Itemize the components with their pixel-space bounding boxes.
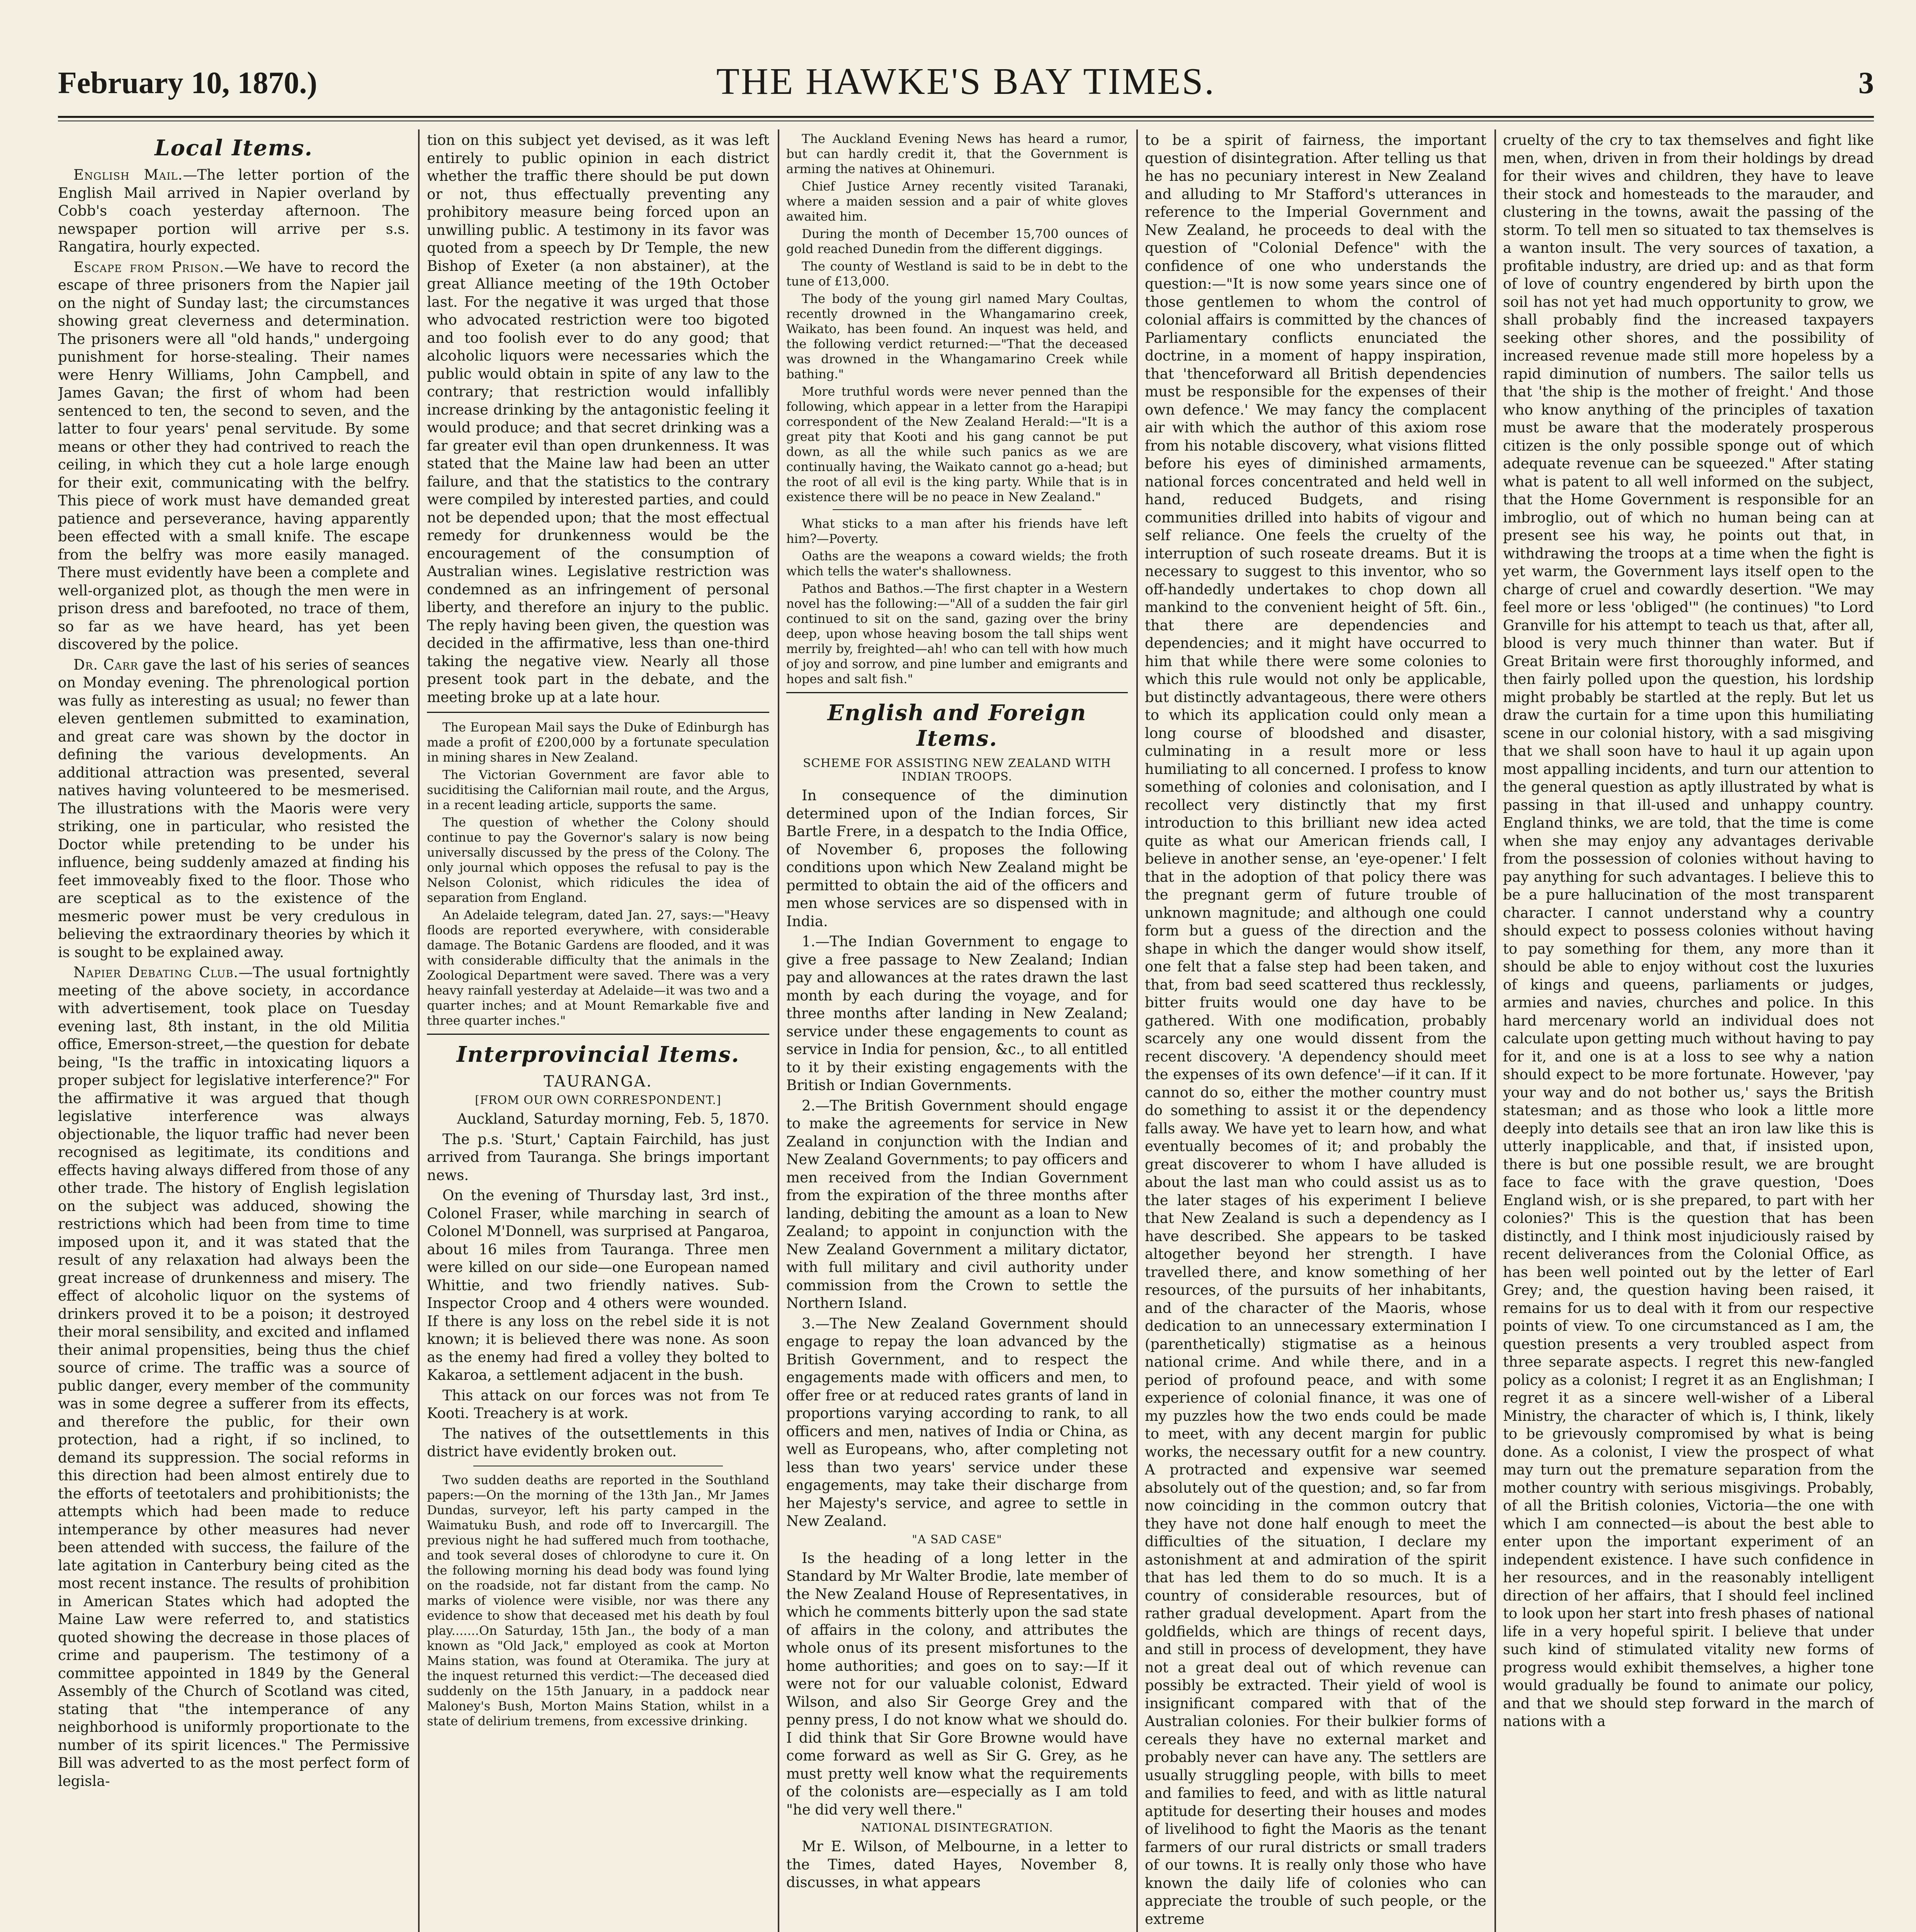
article-lead: Dr. Carr: [73, 656, 138, 673]
article-english-mail: [58, 166, 410, 256]
masthead: [58, 58, 1874, 116]
article-national-disintegration-continued: cruelty of the cry to tax themselves and fight like men, when, driven in from their holdings by dread for their wives and children, they have to leave their stock and homesteads to the marauder, and clustering in the towns, await the passing of the storm. To tell men so situated to tax themselves is a wanton insult. The very sources of taxation, a profitable industry, are dried up: and as that form of love of country engendered by birth upon the soil has not yet had much opportunity to grow, we shall probably find the increased taxpayers seeking other shores, and the possibility of increased revenue made still more hopeless by a rapid diminution of numbers. The sailor tells us that 'the ship is the mother of freight.' And those who know anything of the principles of taxation must be aware that the moderately prosperous citizen is the only possible sponge out of which adequate revenue can be squeezed." After stating what is patent to all well informed on the subject, that the Home Government is responsible for an imbroglio, out of which no human being can at present see his way, he points out that, in withdrawing the troops at a time when the fight is yet warm, the Government lays itself open to the charge of cruel and cowardly desertion. "We may feel more or less 'obliged'" (he continues) "to Lord Granville for his attempt to teach us that, after all, blood is very much thinner than water. But if Great Britain were first thoroughly informed, and then fairly polled upon the question, his lordship might probably be startled at the reply. But let us draw the curtain for a time upon this humiliating scene in our colonial history, with a sad misgiving that we shall soon have to haul it up again upon most appalling incidents, and turn our attention to the general question as aptly illustrated by what is passing in that ill-used and unhappy country. England thinks, we are told, that the time is come when she may enjoy any advantages derivable from the possession of colonies without having to pay anything for such advantages. I believe this to be a pure hallucination of the most transparent character. I cannot understand why a country should expect to possess colonies without having to pay something for them, any more than it should be able to enjoy without cost the luxuries of kings and queens, parliaments or judges, armies and navies, churches and police. In this hard mercenary world an individual does not calculate upon getting much without having to pay for it, and one is at a loss to see why a nation should expect to be more fortunate. However, 'pay your way and do not bother us,' says the British statesman; and as those who look a little more deeply into details see that an iron law like this is utterly inapplicable, and that, if insisted upon, there is but one possible result, we are brought face to face with the grave question, 'Does England wish, or is she prepared, to part with her colonies?' This is the question that has been distinctly, and I think most injudiciously raised by recent deliverances from the Colonial Office, as has been well pointed out by the letter of Earl Grey; and, the question having been raised, it remains for us to deal with it from our respective points of view. To one circumstanced as I am, the question presents a very troubled aspect from three separate aspects. I regret this new-fangled policy as a colonist; I regret it as an Englishman; I regret it as a sincere well-wisher of a Liberal Ministry, the character of which is, I think, likely to be grievously compromised by what is being done. As a colonist, I view the prospect of what may turn out the premature separation from the mother country with serious misgivings. Probably, of all the British colonies, Victoria—the one with which I am connected—is about the best able to enter upon the important experiment of an independent existence. I have such confidence in her resources, and in the reasonably intelligent direction of her affairs, that I should feel inclined to look upon her start into fresh phases of national life in a very hopeful spirit. I believe that under such kind of stimulated vitality new forms of progress would exhibit themselves, a higher tone would gradually be found to animate our policy, and that we should step forward in the march of nations with a: [1503, 132, 1874, 1730]
news-item: Two sudden deaths are reported in the Southland papers:—On the morning of the 13th Jan., Mr James Dundas, surveyor, left his party camped in the Waimatuku Bush, and rode off to Invercargill. The previous night he had suffered much from toothache, and took several doses of chlorodyne to cure it. On the following morning his dead body was found lying on the roadside, not far distant from the camp. No marks of violence were visible, nor was there any evidence to show that deceased met his death by foul play.......On Saturday, 15th Jan., the body of a man known as "Old Jack," employed as cook at Morton Mains station, was found at Oteramika. The jury at the inquest returned this verdict:—The deceased died suddenly on the 15th January, in a paddock near Maloney's Bush, Morton Mains Station, whilst in a state of delirium tremens, from excessive drinking.: [427, 1472, 769, 1728]
column-4: [1145, 131, 1486, 1932]
section-heading-interprovincial: Interprovincial Items.: [456, 1042, 740, 1067]
news-item: Oaths are the weapons a coward wields; the froth which tells the water's shallowness.: [786, 549, 1128, 578]
divider: [833, 509, 1081, 510]
column-rule: [1494, 129, 1496, 1932]
subheading-tauranga: TAURANGA.: [544, 1073, 653, 1090]
section-heading-english-foreign: English and Foreign Items.: [827, 700, 1087, 751]
news-item: During the month of December 15,700 ounces of gold reached Dunedin from the different diggings.: [786, 226, 1128, 256]
article-paragraph: The p.s. 'Sturt,' Captain Fairchild, has just arrived from Tauranga. She brings important news.: [427, 1131, 769, 1184]
article-paragraph: On the evening of Thursday last, 3rd inst., Colonel Fraser, while marching in search of Colonel M'Donnell, was surprised at Pangaroa, about 16 miles from Tauranga. Three men were killed on our side—one European named Whittie, and two friendly natives. Sub-Inspector Croop and 4 others were wounded. If there is any loss on the rebel side it is not known; it is believed there was none. As soon as the enemy had fired a volley they bolted to Kakaroa, a settlement adjacent in the bush.: [427, 1187, 769, 1383]
page-number: 3: [1858, 66, 1874, 100]
divider: [427, 1034, 769, 1035]
article-body: —We have to record the escape of three prisoners from the Napier jail on the night of Sunday last; the circumstances showing great cleverness and determination. The prisoners were all "old hands," undergoing punishment for horse-stealing. Their names were Henry Williams, John Campbell, and James Gavan; the first of whom had been sentenced to ten, the second to seven, and the latter to four years' penal servitude. By some means or other they had contrived to reach the ceiling, in which they cut a hole large enough for their exit, communicating with the belfry. This piece of work must have demanded great patience and perseverance, having apparently been effected with a small knife. The escape from the belfry was more easily managed. There must evidently have been a complete and well-organized plot, as though the men were in prison dress and barefooted, no trace of them, so far as we have heard, has yet been discovered by the police.: [58, 259, 410, 653]
news-item: The Victorian Government are favor able to suciditising the Californian mail route, and the Argus, in a recent leading article, supports the same.: [427, 767, 769, 812]
article-paragraph: In consequence of the diminution determined upon of the Indian forces, Sir Bartle Frere, in a despatch to the India Office, of November 6, proposes the following conditions upon which New Zealand might be permitted to obtain the aid of the officers and men whose services are so dispensed with in India.: [786, 787, 1128, 930]
article-paragraph: 2.—The British Government should engage to make the agreements for service in New Zealand in conjunction with the Indian and New Zealand Governments; to pay officers and men received from the Indian Government from the expiration of the three months after landing, debiting the amount as a loan to New Zealand; to appoint in conjunction with the New Zealand Government a military dictator, with full military and civil authority under commission from the Crown to settle the Northern Island.: [786, 1097, 1128, 1311]
article-body: gave the last of his series of seances on Monday evening. The phrenological portion was fully as interesting as usual; no fewer than eleven gentlemen submitted to examination, and great care was shown by the doctor in defining the various developments. An additional attraction was presented, several natives having volunteered to be mesmerised. The illustrations with the Maoris were very striking, one in particular, who resisted the Doctor while pretending to be under his influence, being suddenly amazed at finding his feet immoveably fixed to the floor. Those who are sceptical as to the existence of the mesmeric power must be very credulous in believing the extraordinary theories by which it is sought to be explained away.: [58, 656, 410, 961]
newspaper-title: THE HAWKE'S BAY TIMES.: [716, 61, 1216, 102]
section-heading-local-items: Local Items.: [155, 135, 313, 161]
news-item: The Auckland Evening News has heard a rumor, but can hardly credit it, that the Government is arming the natives at Ohinemuri.: [786, 131, 1128, 176]
article-paragraph: Is the heading of a long letter in the Standard by Mr Walter Brodie, late member of the New Zealand House of Representatives, in which he comments bitterly upon the sad state of affairs in the colony, and attributes the whole onus of its present misfortunes to the home authorities; and goes on to say:—If it were not for our valuable colonist, Edward Wilson, and also Sir George Grey and the penny press, I do not know what we should do. I did think that Sir Gore Browne would have come forward as well as Sir G. Grey, as he must pretty well know what the requirements of the colonists are—especially as I am told "he did very well there.": [786, 1549, 1128, 1818]
article-paragraph: This attack on our forces was not from Te Kooti. Treachery is at work.: [427, 1387, 769, 1422]
article-national-disintegration-continued: to be a spirit of fairness, the important question of disintegration. After telling us that he has no pecuniary interest in New Zealand and alluding to Mr Stafford's utterances in reference to the Imperial Government and New Zealand, he proceeds to deal with the question of "Colonial Defence" with the confidence of one who understands the question:—"It is now some years since one of those gentlemen to whom the control of colonial affairs is committed by the chances of Parliamentary conflicts enunciated the doctrine, in a moment of happy inspiration, that 'thenceforward all British dependencies must be responsible for the expenses of their own defence.' We may fancy the complacent air with which the author of this axiom rose from his notable discovery, what visions flitted before his eyes of diminished armaments, national forces concentrated and held well in hand, reduced Budgets, and rising communities drilled into habits of vigour and self reliance. One feels the cruelty of the interruption of such roseate dreams. But it is necessary to suggest to this inventor, who so off-handedly undertakes to chop down all mankind to the convenient height of 5ft. 6in., that there are dependencies and dependencies; and it might have occurred to him that while there were some colonies to which this rule would not only be applicable, but distinctly advantageous, there were others to which its application could only mean a long course of bloodshed and disaster, culminating in a result more or less humiliating to all concerned. I profess to know something of colonies and colonisation, and I recollect very distinctly that my first introduction to this brilliant new idea acted quite as what our American friends call, I believe in another sense, an 'eye-opener.' I felt that in the adoption of that policy there was the pregnant germ of future trouble of unknown magnitude; and although one could form but a guess of the direction and the shape in which the danger would show itself, one felt that a false step had been taken, and that, from bad seed scattered thus recklessly, bitter fruits would one day have to be gathered. With one modification, probably scarcely any one would dissent from the recent discovery. 'A dependency should meet the expenses of its own defence'—if it can. If it cannot do so, either the mother country must do something to assist it or the dependency falls away. We have yet to learn how, and what eventually becomes of it; and probably the great discoverer to whom I have alluded is about the last man who could assist us as to the later stages of his experiment I believe that New Zealand is such a dependency as I have described. She appears to be tasked altogether beyond her strength. I have travelled there, and know something of her resources, of the pursuits of her inhabitants, and of the character of the Maoris, whose dedication to an unnecessary extermination I (parenthetically) stigmatise as a heinous national crime. And while there, and in a period of profound peace, and with some experience of colonial finance, it was one of my puzzles how the two ends could be made to meet, with any decent margin for public works, the necessary outfit for a new country. A protracted and expensive war seemed absolutely out of the question; and, so far from now coinciding in the common outcry that they have not done half enough to meet the difficulties of the situation, I declare my astonishment at and admiration of the spirit that has led them to do so much. It is a country of considerable resources, but of rather gradual development. Apart from the goldfields, which are things of recent days, and still in process of development, they have not a great deal out of which revenue can possibly be extracted. Their yield of wool is insignificant compared with that of the Australian colonies. For their bulkier forms of cereals they have no external market and probably never can have any. The settlers are usually struggling people, with bills to meet and families to feed, and with as little natural aptitude for deserting their houses and modes of livelihood to fight the Maoris as the tenant farmers of our rural districts or small traders of our towns. It is really only those who have known the daily life of colonies who can appreciate the trouble of such people, or the extreme: [1145, 132, 1486, 1927]
article-body: —The letter portion of the English Mail arrived in Napier overland by Cobb's coach yesterday afternoon. The newspaper portion will arrive per s.s. Rangatira, hourly expected.: [58, 167, 410, 255]
divider: [786, 692, 1128, 693]
news-item: The European Mail says the Duke of Edinburgh has made a profit of £200,000 by a fortunate speculation in mining shares in New Zealand.: [427, 720, 769, 765]
byline: [FROM OUR OWN CORRESPONDENT.]: [475, 1094, 721, 1107]
article-lead: Escape from Prison.: [73, 259, 224, 276]
news-item: The body of the young girl named Mary Coultas, recently drowned in the Whangamarino creek, Waikato, has been found. An inquest was held, and the following verdict returned:—"That the deceased was drowned in the Whangamarino Creek while bathing.": [786, 291, 1128, 381]
article-escape-from-prison: [58, 259, 410, 654]
article-paragraph: 3.—The New Zealand Government should engage to repay the loan advanced by the British Government, and to respect the engagements made with officers and men, to offer free or at reduced rates grants of land in proportions varying according to rank, to all officers and men, natives of India or China, as well as Europeans, who, after completing not less than two years' service under these engagements, may take their discharge from her Majesty's service, and agree to settle in New Zealand.: [786, 1315, 1128, 1529]
dateline: Auckland, Saturday morning, Feb. 5, 1870.: [457, 1111, 769, 1127]
news-item: An Adelaide telegram, dated Jan. 27, says:—"Heavy floods are reported everywhere, with considerable damage. The Botanic Gardens are flooded, and it was with considerable difficulty that the animals in the Zoological Department were saved. There was a very heavy rainfall yesterday at Adelaide—it was two and a quarter inches; and at Mount Remarkable five and three quarter inches.": [427, 908, 769, 1028]
column-rule: [778, 129, 779, 1932]
subheading-sad-case: "A SAD CASE": [912, 1532, 1002, 1546]
issue-date: February 10, 1870.): [58, 66, 318, 100]
column-rule: [418, 129, 420, 1932]
column-rule: [1136, 129, 1138, 1932]
column-3: [786, 131, 1128, 1932]
news-item: The question of whether the Colony should continue to pay the Governor's salary is now being universally discussed by the press of the Colony. The only journal which opposes the refusal to pay is the Nelson Colonist, which ridicules the idea of separation from England.: [427, 815, 769, 905]
article-lead: Napier Debating Club.: [73, 964, 239, 981]
article-dr-carr: [58, 656, 410, 962]
article-debating-club-continued: tion on this subject yet devised, as it was left entirely to public opinion in each district whether the traffic there should be put down or not, thus effectually preventing any prohibitory measure being forced upon an unwilling public. A testimony in its favor was quoted from a speech by Dr Temple, the new Bishop of Exeter (a non abstainer), at the great Alliance meeting of the 19th October last. For the negative it was urged that those who advocated restriction were too bigoted and too foolish ever to do any good; that alcoholic liquors were necessaries which the public would obtain in spite of any law to the contrary; that restriction would infallibly increase drinking by the antagonistic feeling it would produce; and that secret drinking was a far greater evil than open drunkenness. It was stated that the Maine law had been an utter failure, and that the statistics to the contrary were compiled by interested parties, and could not be depended upon; that the most effectual remedy for drunkenness would be the encouragement of the consumption of Australian wines. Legislative restriction was condemned as an infringement of personal liberty, and therefore an injury to the public. The reply having been given, the question was decided in the affirmative, less than one-third taking the negative view. Nearly all those present took part in the debate, and the meeting broke up at a late hour.: [427, 132, 769, 706]
divider: [427, 712, 769, 713]
article-paragraph: Mr E. Wilson, of Melbourne, in a letter to the Times, dated Hayes, November 8, discusses, in what appears: [786, 1838, 1128, 1891]
article-paragraph: 1.—The Indian Government to engage to give a free passage to New Zealand; Indian pay and allowances at the rates drawn the last month by each during the voyage, and for three months after landing in New Zealand; service under these engagements to count as service in India for pension, &c., to all entitled to it by their existing engagements with the British or Indian Governments.: [786, 933, 1128, 1094]
article-body: —The usual fortnightly meeting of the above society, in accordance with advertisement, took place on Tuesday evening last, 8th instant, in the old Militia office, Emerson-street,—the question for debate being, "Is the traffic in intoxicating liquors a proper subject for legislative interference?" For the affirmative it was argued that though legislative interference was always objectionable, the liquor traffic had never been recognised as legitimate, its conditions and effects having always differed from those of any other trade. The history of English legislation on the subject was adduced, showing the restrictions which had been from time to time imposed upon it, and it was stated that the result of any relaxation had always been the great increase of drunkenness and misery. The effect of alcoholic liquor on the systems of drinkers proved it to be a poison; it destroyed their moral sensibility, and excited and inflamed their animal propensities, being thus the chief source of crime. The traffic was a source of public danger, every member of the community was in some degree a sufferer from its effects, and therefore the public, for their own protection, had a right, if so inclined, to demand its suppression. The social reforms in this direction had been almost entirely due to the efforts of teetotalers and prohibitionists; the attempts which had been made to reduce intemperance by other measures had never been attended with success, the failure of the late agitation in Canterbury being cited as the most recent instance. The results of prohibition in American States which had adopted the Maine Law were referred to, and statistics quoted showing the decrease in those places of crime and pauperism. The testimony of a committee appointed in 1849 by the General Assembly of the Church of Scotland was cited, stating that "the intemperance of any neighborhood is uniformly proportionate to the number of its spirit licences." The Permissive Bill was adverted to as the most perfect form of legisla-: [58, 964, 410, 1789]
subheading-indian-troops: SCHEME FOR ASSISTING NEW ZEALAND WITH INDIAN TROOPS.: [803, 757, 1111, 784]
column-2: [427, 131, 769, 1932]
article-paragraph: The natives of the outsettlements in this district have evidently broken out.: [427, 1425, 769, 1460]
news-item: More truthful words were never penned than the following, which appear in a letter from the Harapipi correspondent of the New Zealand Herald:—"It is a great pity that Kooti and his gang cannot be put down, as all the while such panics as we are continually having, the Waikato cannot go a-head; but the root of all evil is the king party. While that is in existence there will be no peace in New Zealand.": [786, 384, 1128, 504]
masthead-rule-thick: [58, 116, 1874, 118]
column-1: [58, 131, 410, 1932]
column-5: [1503, 131, 1874, 1932]
news-item: Chief Justice Arney recently visited Taranaki, where a maiden session and a pair of white gloves awaited him.: [786, 179, 1128, 224]
article-debating-club: [58, 964, 410, 1790]
news-item: The county of Westland is said to be in debt to the tune of £13,000.: [786, 259, 1128, 289]
news-item: What sticks to a man after his friends have left him?—Poverty.: [786, 516, 1128, 546]
news-item: Pathos and Bathos.—The first chapter in a Western novel has the following:—"All of a sudden the fair girl continued to sit on the sand, gazing over the briny deep, upon whose heaving bosom the tall ships went merrily by, freighted—ah! who can tell with how much of joy and sorrow, and pine lumber and emigrants and hopes and salt fish.": [786, 581, 1128, 686]
subheading-national-disintegration: NATIONAL DISINTEGRATION.: [861, 1821, 1053, 1835]
article-lead: English Mail.: [73, 167, 183, 183]
